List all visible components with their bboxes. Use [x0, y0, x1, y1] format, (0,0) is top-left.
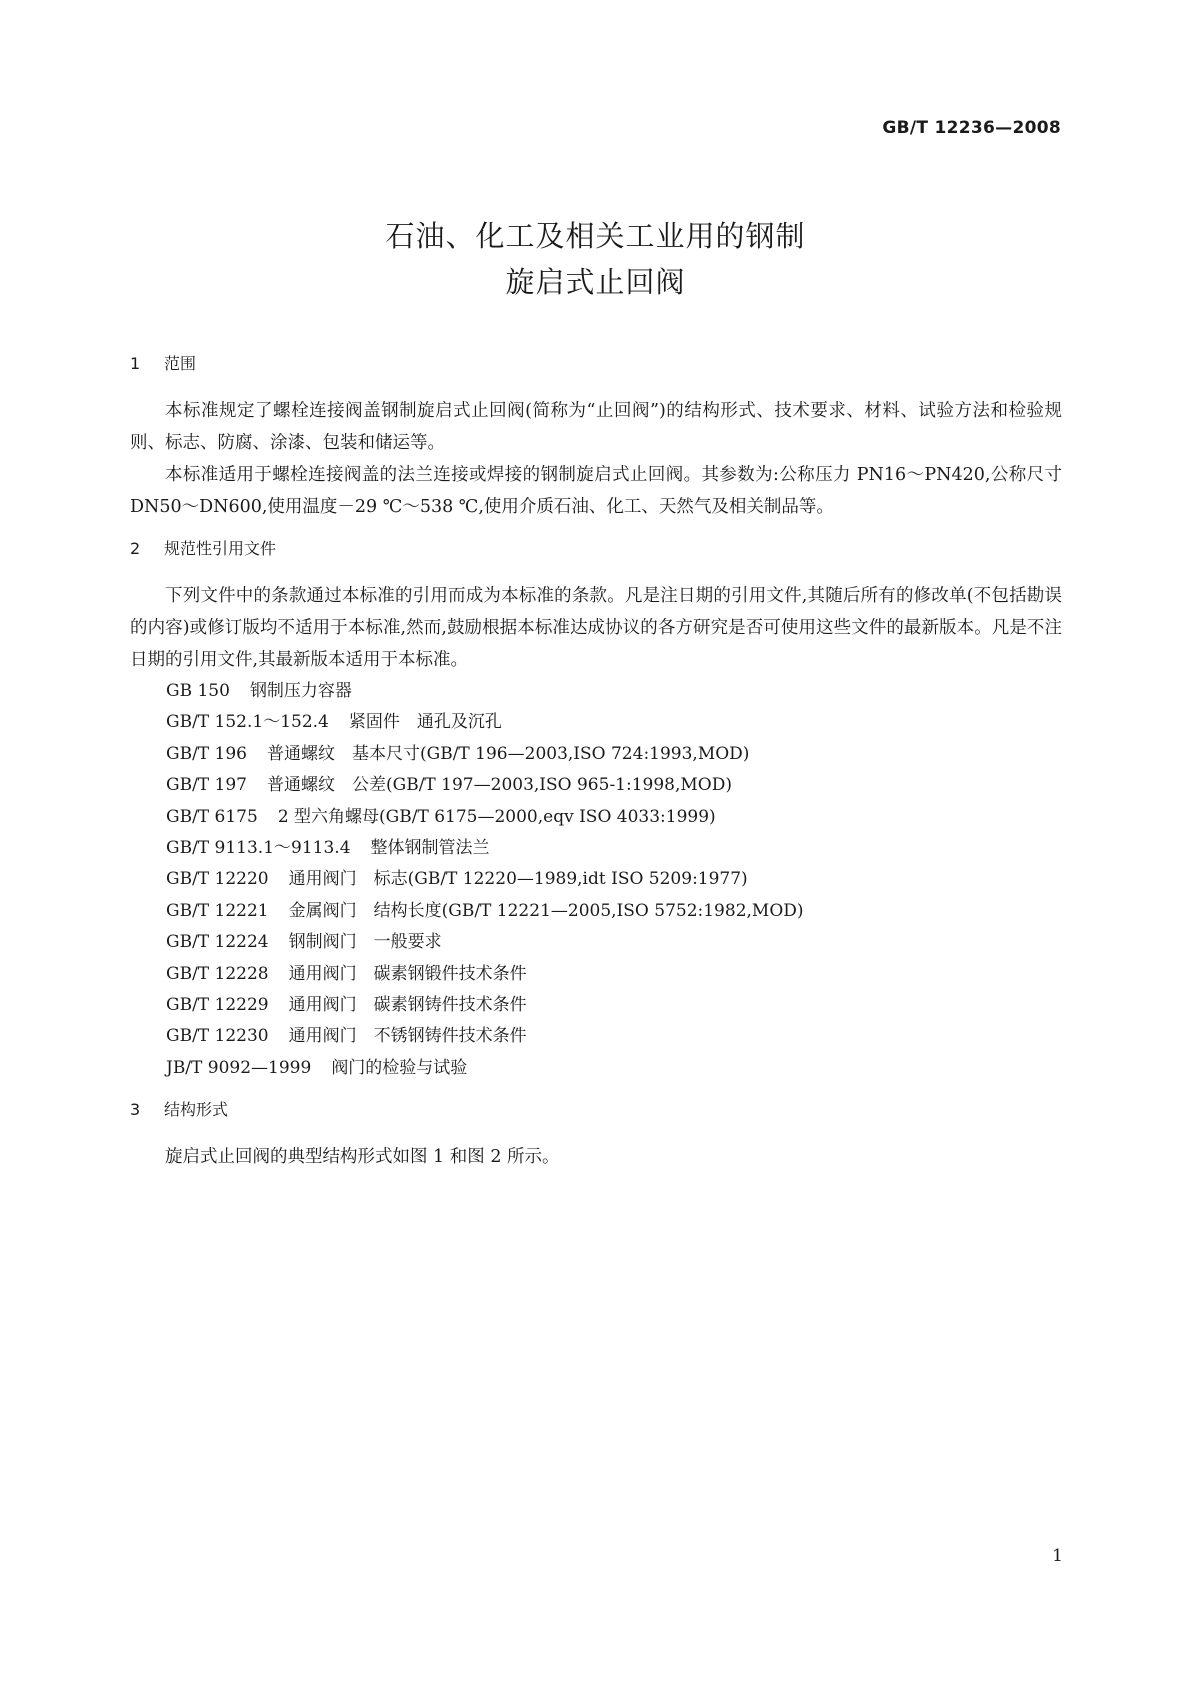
section-1-number: 1	[130, 354, 141, 373]
reference-title: 通用阀门 碳素钢锻件技术条件	[288, 963, 527, 984]
reference-item	[166, 676, 1062, 707]
title-line-2: 旋启式止回阀	[505, 265, 686, 299]
reference-title: 阀门的检验与试验	[331, 1057, 468, 1078]
reference-item	[166, 707, 1062, 738]
reference-item	[166, 770, 1062, 801]
reference-item	[166, 1021, 1062, 1052]
scope-paragraph-1: 本标准规定了螺栓连接阀盖钢制旋启式止回阀(简称为“止回阀”)的结构形式、技术要求、材料、试验方法和检验规则、标志、防腐、涂漆、包装和储运等。	[130, 401, 1062, 453]
reference-item	[166, 959, 1062, 990]
reference-code: GB/T 152.1～152.4	[166, 712, 329, 733]
reference-title: 2 型六角螺母(GB/T 6175—2000,eqv ISO 4033:1999)	[277, 806, 716, 827]
reference-code: JB/T 9092—1999	[166, 1057, 312, 1078]
document-title	[0, 213, 1191, 305]
reference-item	[166, 833, 1062, 864]
reference-title: 钢制压力容器	[249, 681, 352, 701]
reference-code: GB/T 12229	[166, 995, 269, 1016]
section-3-heading	[130, 1098, 1062, 1122]
reference-code: GB/T 9113.1～9113.4	[166, 838, 351, 859]
reference-code: GB/T 12230	[166, 1026, 269, 1047]
document-code: GB/T 12236—2008	[882, 118, 1061, 138]
reference-code: GB/T 196	[166, 743, 247, 764]
reference-list	[130, 676, 1062, 1084]
reference-code: GB/T 12228	[166, 963, 269, 984]
reference-title: 通用阀门 标志(GB/T 12220—1989,idt ISO 5209:1977)	[288, 869, 748, 890]
reference-title: 紧固件 通孔及沉孔	[348, 712, 502, 733]
reference-item	[166, 990, 1062, 1021]
section-3-title: 结构形式	[164, 1100, 229, 1120]
reference-code: GB 150	[166, 681, 230, 701]
normative-refs-intro: 下列文件中的条款通过本标准的引用而成为本标准的条款。凡是注日期的引用文件,其随后所有的修改单(不包括勘误的内容)或修订版均不适用于本标准,然而,鼓励根据本标准达成协议的各方研究是否可使用这些文件的最新版本。凡是不注日期的引用文件,其最新版本适用于本标准。	[130, 586, 1062, 670]
structure-paragraph: 旋启式止回阀的典型结构形式如图 1 和图 2 所示。	[165, 1147, 560, 1168]
reference-title: 整体钢制管法兰	[370, 838, 490, 859]
reference-item	[166, 896, 1062, 927]
reference-title: 通用阀门 不锈钢铸件技术条件	[288, 1026, 527, 1047]
section-2-title: 规范性引用文件	[164, 539, 277, 558]
reference-title: 普通螺纹 基本尺寸(GB/T 196—2003,ISO 724:1993,MOD)	[267, 743, 750, 764]
section-1-heading	[130, 352, 1062, 376]
section-2-heading	[130, 537, 1062, 561]
title-line-1: 石油、化工及相关工业用的钢制	[385, 219, 806, 253]
reference-item	[166, 864, 1062, 895]
reference-title: 通用阀门 碳素钢铸件技术条件	[288, 995, 527, 1016]
reference-code: GB/T 12220	[166, 869, 269, 890]
reference-title: 钢制阀门 一般要求	[288, 932, 442, 953]
reference-item	[166, 1053, 1062, 1084]
scope-paragraph-2: 本标准适用于螺栓连接阀盖的法兰连接或焊接的钢制旋启式止回阀。其参数为:公称压力 PN16～PN420,公称尺寸 DN50～DN600,使用温度－29 ℃～538 ℃,使用介质石油、化工、天然气及相关制品等。	[130, 465, 1062, 517]
section-3-number: 3	[130, 1100, 141, 1120]
reference-item	[166, 802, 1062, 833]
reference-code: GB/T 6175	[166, 806, 258, 827]
document-body	[130, 352, 1062, 1173]
page-number: 1	[1052, 1546, 1063, 1566]
section-1-title: 范围	[164, 354, 197, 373]
reference-code: GB/T 197	[166, 775, 247, 796]
reference-item	[166, 739, 1062, 770]
reference-item	[166, 927, 1062, 958]
reference-code: GB/T 12224	[166, 932, 269, 953]
section-2-number: 2	[130, 539, 141, 558]
reference-code: GB/T 12221	[166, 900, 269, 921]
reference-title: 普通螺纹 公差(GB/T 197—2003,ISO 965-1:1998,MOD)	[267, 775, 733, 796]
reference-title: 金属阀门 结构长度(GB/T 12221—2005,ISO 5752:1982,MOD)	[288, 900, 804, 921]
